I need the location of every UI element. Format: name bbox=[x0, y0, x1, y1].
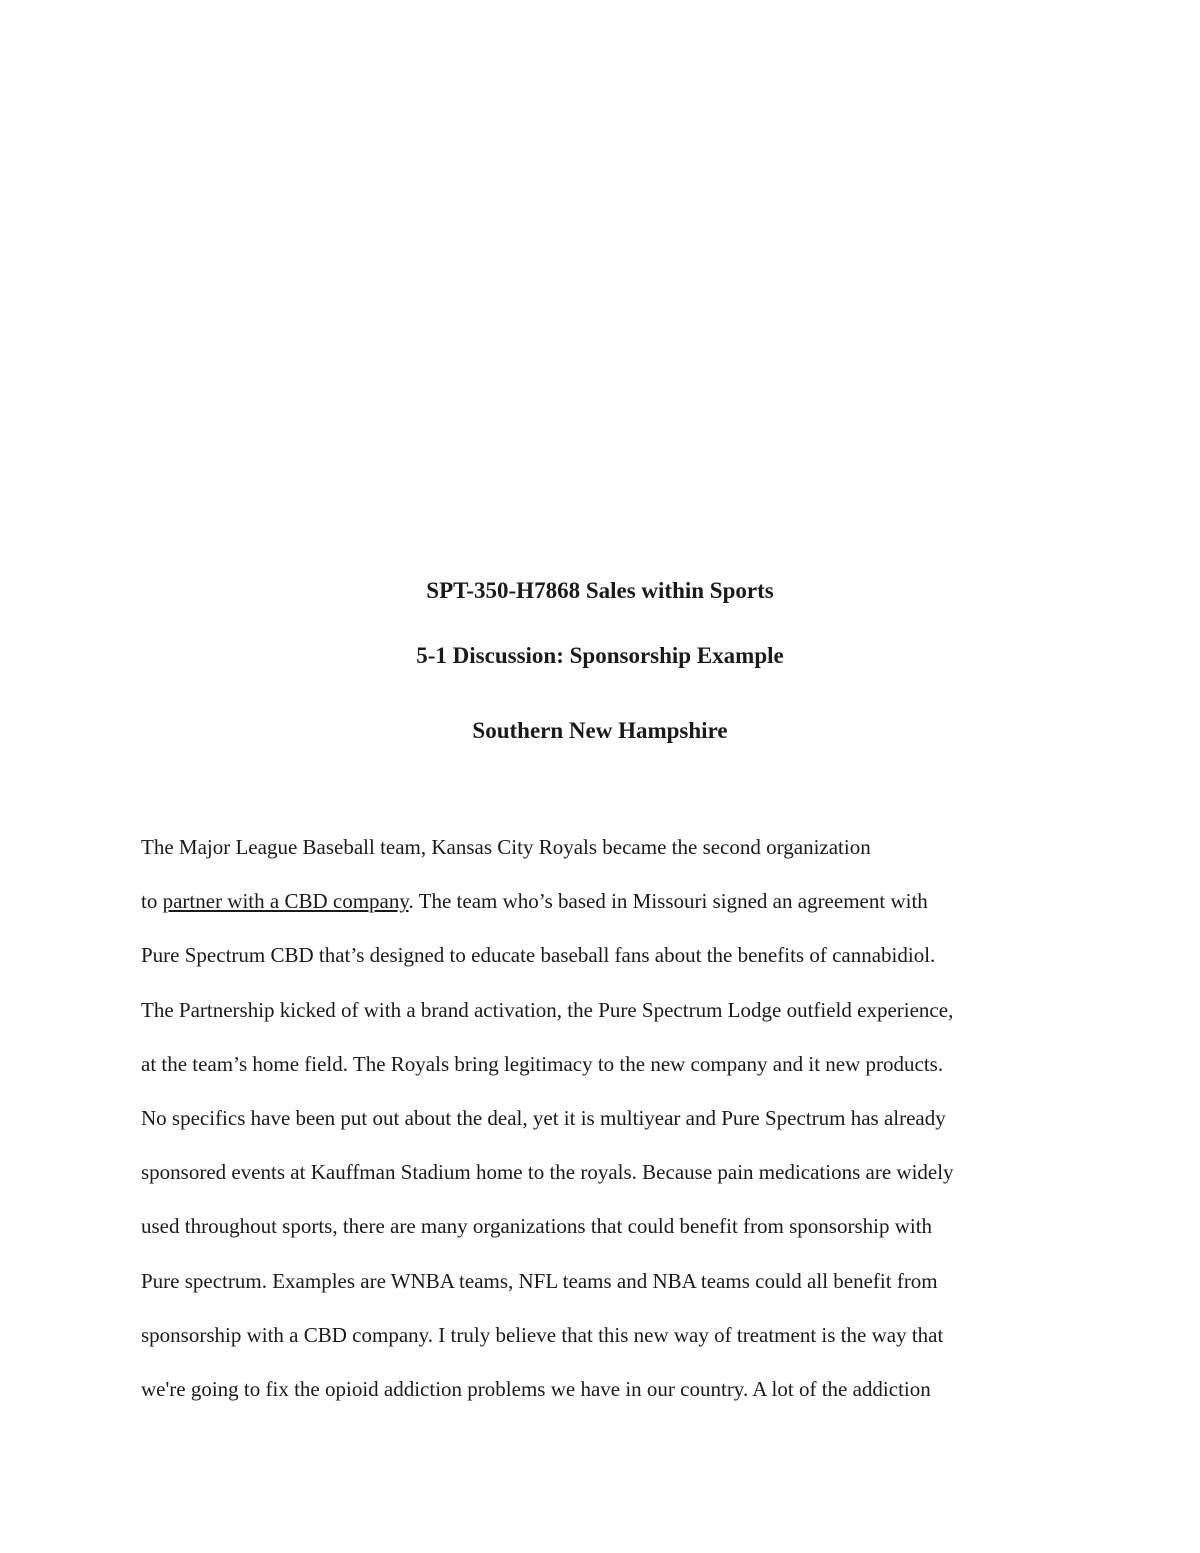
body-line-text: sponsored events at Kauffman Stadium home to the royals. Because pain medications are widely bbox=[141, 1160, 954, 1185]
body-line-text: The Major League Baseball team, Kansas City Royals became the second organization bbox=[141, 835, 871, 859]
body-line bbox=[141, 820, 1081, 874]
body-line bbox=[141, 1362, 1081, 1416]
body-line-text: we're going to fix the opioid addiction problems we have in our country. A lot of the addiction bbox=[141, 1376, 931, 1401]
body-line-text: . The team who’s based in Missouri signed an agreement with bbox=[408, 889, 928, 914]
body-line bbox=[141, 1037, 1081, 1091]
body-line bbox=[141, 1254, 1081, 1308]
body-line bbox=[141, 983, 1081, 1037]
cbd-partner-link[interactable]: partner with a CBD company bbox=[162, 889, 409, 914]
body-line bbox=[141, 1091, 1081, 1145]
body-line-text: Pure spectrum. Examples are WNBA teams, NFL teams and NBA teams could all benefit from bbox=[141, 1268, 938, 1293]
body-line bbox=[141, 874, 1081, 928]
body-line bbox=[141, 1199, 1081, 1253]
body-paragraph bbox=[141, 820, 1081, 1416]
body-line bbox=[141, 928, 1081, 982]
body-line bbox=[141, 1145, 1081, 1199]
body-line-text: Pure Spectrum CBD that’s designed to educate baseball fans about the benefits of cannabidiol. bbox=[141, 943, 936, 968]
body-line-text: used throughout sports, there are many organizations that could benefit from sponsorship with bbox=[141, 1214, 933, 1239]
body-line-text: sponsorship with a CBD company. I truly believe that this new way of treatment is the way that bbox=[141, 1322, 944, 1347]
assignment-title: 5-1 Discussion: Sponsorship Example bbox=[416, 643, 784, 668]
body-line-text: No specifics have been put out about the deal, yet it is multiyear and Pure Spectrum has already bbox=[141, 1105, 946, 1130]
course-title: SPT-350-H7868 Sales within Sports bbox=[426, 578, 774, 603]
body-line-text: to bbox=[141, 889, 163, 914]
institution-name: Southern New Hampshire bbox=[472, 718, 728, 743]
body-line-text: at the team’s home field. The Royals bring legitimacy to the new company and it new products. bbox=[141, 1051, 944, 1076]
body-line bbox=[141, 1308, 1081, 1362]
body-line-text: The Partnership kicked of with a brand activation, the Pure Spectrum Lodge outfield experience, bbox=[141, 997, 954, 1022]
